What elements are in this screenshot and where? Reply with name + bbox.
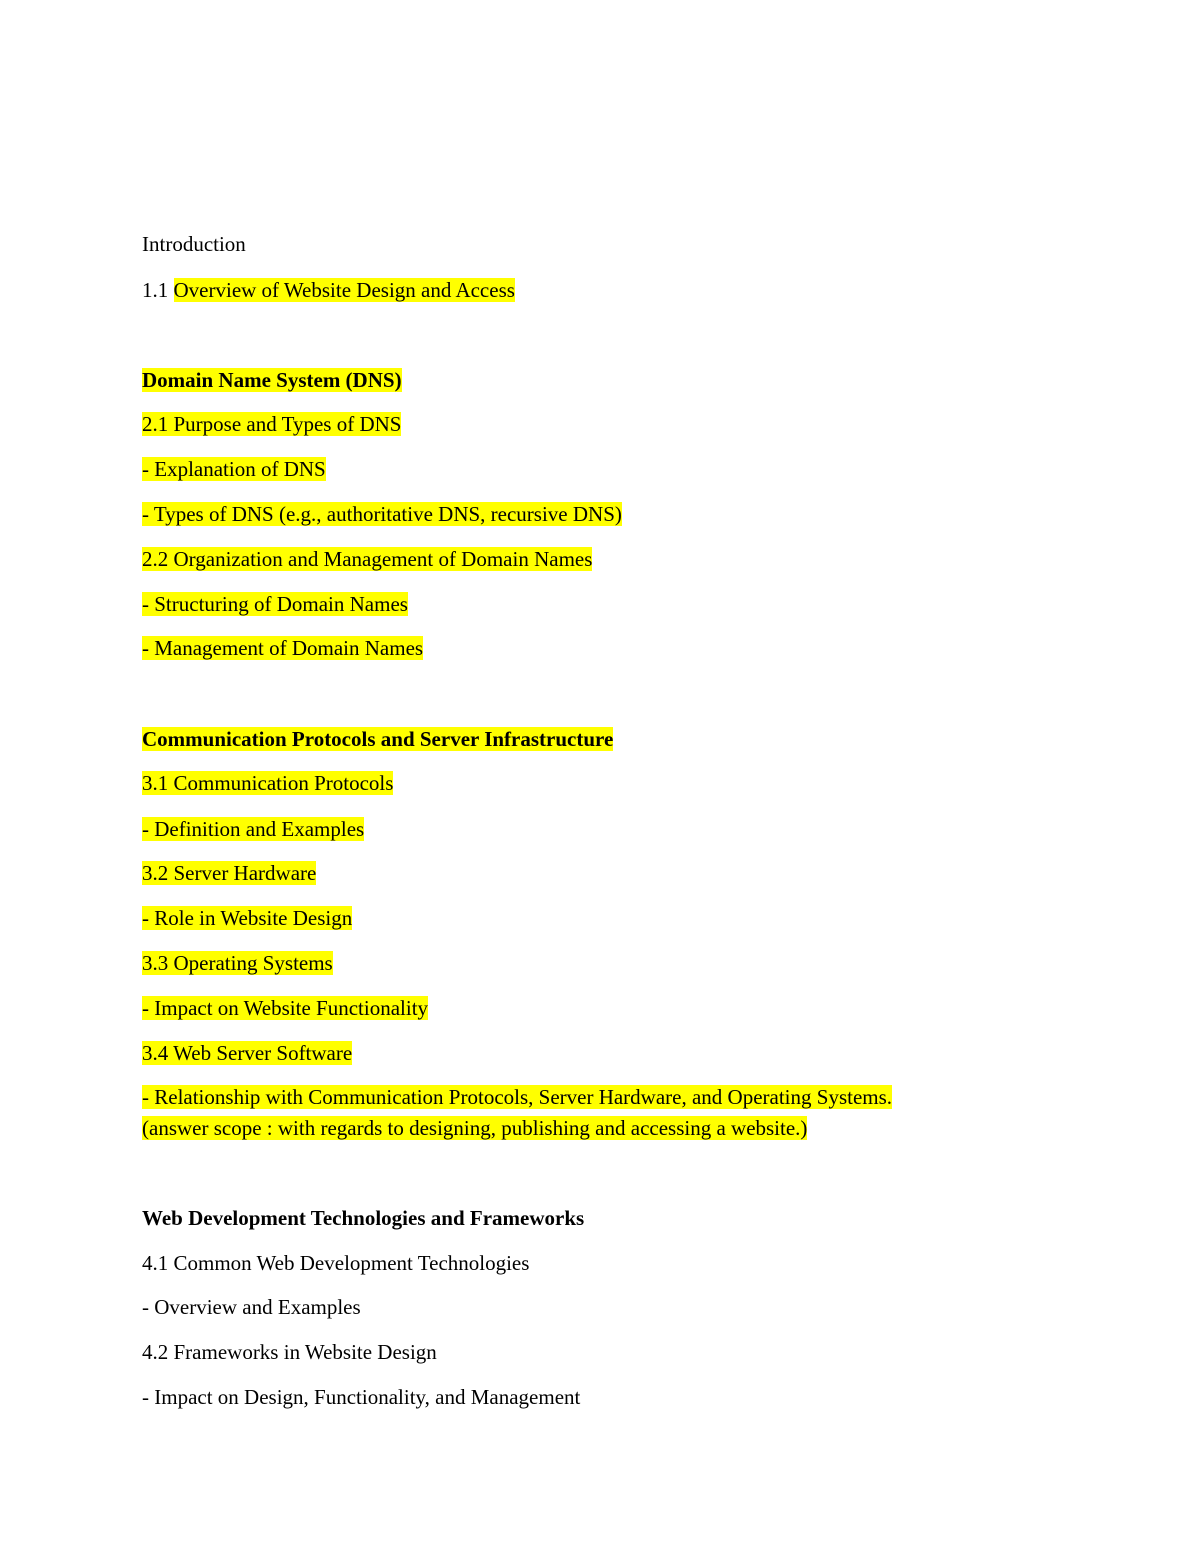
- intro-heading: [142, 230, 246, 258]
- item-3-2-a: - Role in Website Design: [142, 906, 353, 930]
- item-3-3: 3.3 Operating Systems: [142, 951, 333, 975]
- item-1-1-number: 1.1: [142, 278, 174, 302]
- item-4-1-a: - Overview and Examples: [142, 1295, 361, 1319]
- section-3-line: [142, 815, 364, 843]
- intro-heading-text: Introduction: [142, 232, 246, 256]
- section-2-line: [142, 500, 622, 528]
- section-3-line: [142, 1114, 807, 1142]
- item-4-2-a: - Impact on Design, Functionality, and Management: [142, 1385, 581, 1409]
- item-2-1-a: - Explanation of DNS: [142, 457, 326, 481]
- section-4-line: [142, 1249, 529, 1277]
- item-3-3-a: - Impact on Website Functionality: [142, 996, 429, 1020]
- answer-scope-note: (answer scope : with regards to designing, publishing and accessing a website.): [142, 1116, 808, 1140]
- section-3-heading: [142, 725, 613, 753]
- item-3-1-a: - Definition and Examples: [142, 817, 365, 841]
- item-4-2: 4.2 Frameworks in Website Design: [142, 1340, 437, 1364]
- item-4-1: 4.1 Common Web Development Technologies: [142, 1251, 530, 1275]
- item-2-2: 2.2 Organization and Management of Domain Names: [142, 547, 593, 571]
- section-4-line: [142, 1293, 361, 1321]
- item-3-4: 3.4 Web Server Software: [142, 1041, 353, 1065]
- section-3-line: [142, 949, 333, 977]
- section-3-line: [142, 1039, 352, 1067]
- section-3-line: [142, 769, 393, 797]
- section-2-line: [142, 590, 408, 618]
- section-4-heading-text: Web Development Technologies and Frameworks: [142, 1206, 585, 1230]
- section-2-line: [142, 634, 423, 662]
- item-1-1-text: Overview of Website Design and Access: [173, 278, 515, 302]
- section-4-line: [142, 1338, 437, 1366]
- section-3-line: [142, 994, 428, 1022]
- item-2-1-b: - Types of DNS (e.g., authoritative DNS, recursive DNS): [142, 502, 622, 526]
- section-3-line: [142, 904, 352, 932]
- item-1-1: [142, 276, 515, 304]
- item-2-2-a: - Structuring of Domain Names: [142, 592, 408, 616]
- section-2-heading: [142, 366, 402, 394]
- section-4-line: [142, 1383, 580, 1411]
- section-3-heading-text: Communication Protocols and Server Infrastructure: [142, 727, 614, 751]
- section-2-line: [142, 410, 401, 438]
- section-4-heading: [142, 1204, 584, 1232]
- section-2-heading-text: Domain Name System (DNS): [142, 368, 402, 392]
- item-3-1: 3.1 Communication Protocols: [142, 771, 394, 795]
- item-2-1: 2.1 Purpose and Types of DNS: [142, 412, 402, 436]
- item-3-4-a: - Relationship with Communication Protocols, Server Hardware, and Operating Systems.: [142, 1085, 893, 1109]
- item-2-2-b: - Management of Domain Names: [142, 636, 424, 660]
- item-3-2: 3.2 Server Hardware: [142, 861, 317, 885]
- section-2-line: [142, 455, 326, 483]
- section-2-line: [142, 545, 592, 573]
- section-3-line: [142, 1083, 892, 1111]
- section-3-line: [142, 859, 316, 887]
